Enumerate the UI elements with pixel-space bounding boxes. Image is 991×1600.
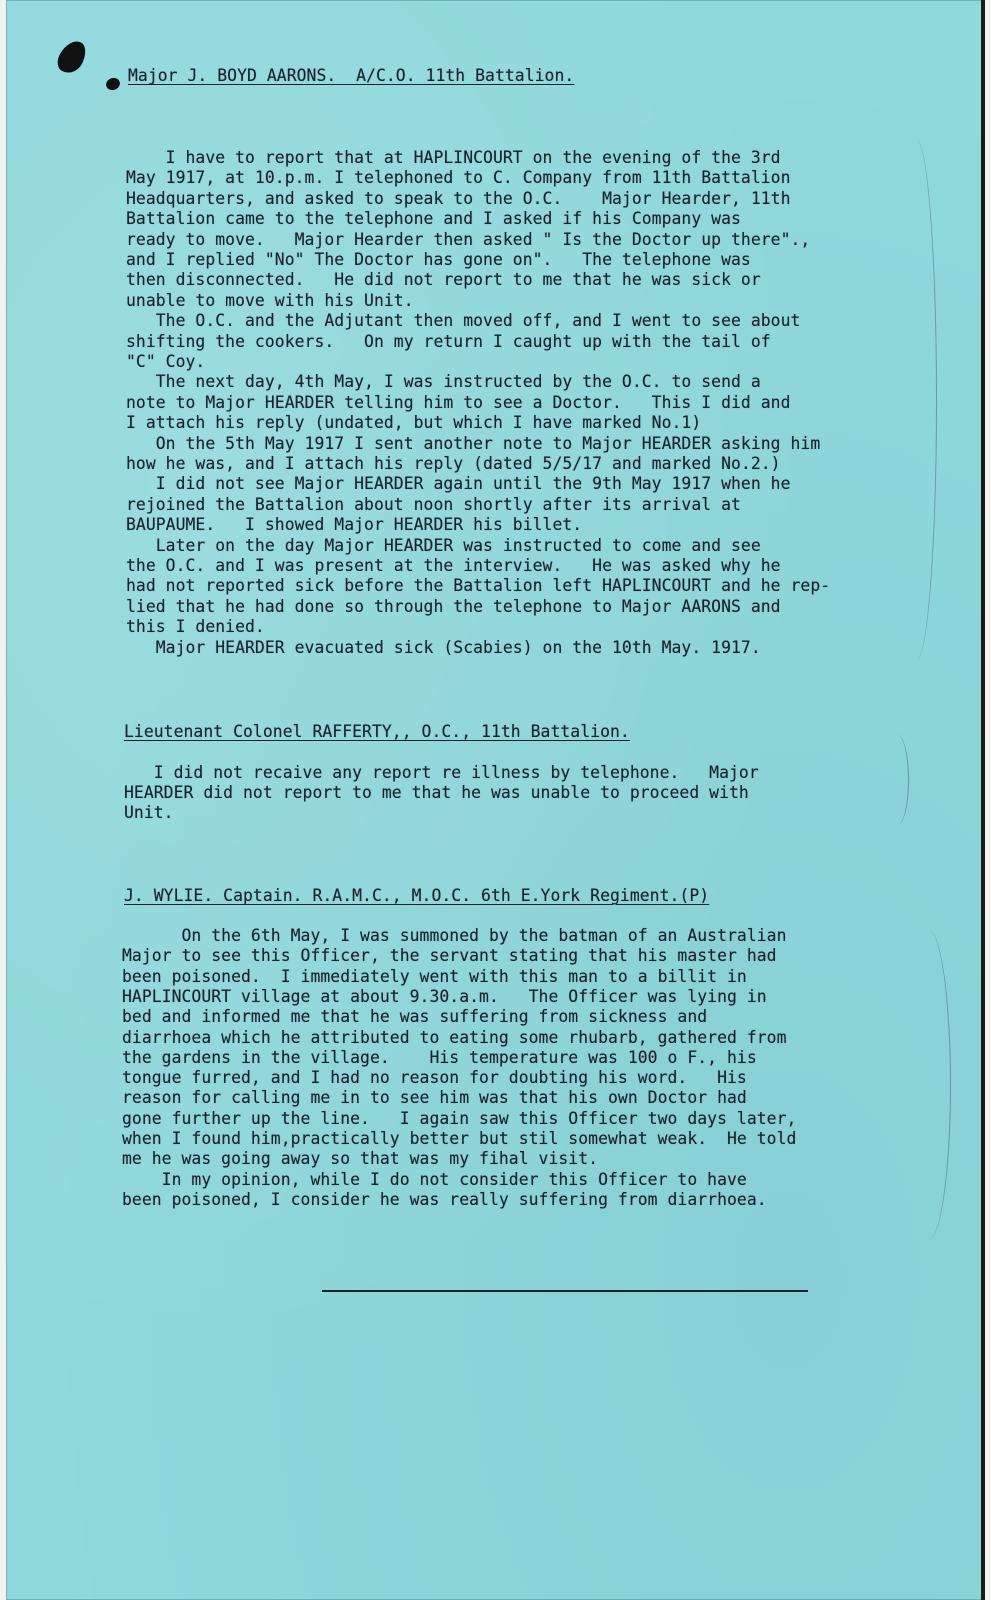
text-line: Later on the day Major HEARDER was instructed to come and see [126,535,761,555]
text-line: how he was, and I attach his reply (dated 5/5/17 and marked No.2.) [126,454,781,473]
pencil-margin-bracket-3 [906,930,951,1240]
text-line: BAUPAUME. I showed Major HEARDER his billet. [126,515,583,535]
text-line: The O.C. and the Adjutant then moved off, and I went to see about [126,311,801,331]
text-line: On the 6th May, I was summoned by the batman of an Australian [122,926,787,945]
text-line: had not reported sick before the Battalion left HAPLINCOURT and he rep- [126,576,831,596]
section3-heading: J. WYLIE. Captain. R.A.M.C., M.O.C. 6th E.York Regiment.(P) [124,886,710,905]
text-line: Major HEARDER evacuated sick (Scabies) on the 10th May. 1917. [126,637,761,657]
text-line: Major to see this Officer, the servant stating that his master had [122,946,777,966]
text-line: then disconnected. He did not report to me that he was sick or [126,270,761,290]
text-line: The next day, 4th May, I was instructed by the O.C. to send a [126,372,761,392]
document-page [6,0,985,1600]
text-line: rejoined the Battalion about noon shortly after its arrival at [126,494,741,514]
section1-heading: Major J. BOYD AARONS. A/C.O. 11th Battalion. [128,66,575,85]
text-line: I did not see Major HEARDER again until the 9th May 1917 when he [126,474,791,494]
text-line: "C" Coy. [126,352,206,371]
text-line: ready to move. Major Hearder then asked " Is the Doctor up there"., [126,229,811,249]
text-line: Unit. [124,803,174,823]
text-line: me he was going away so that was my fihal visit. [122,1149,599,1169]
text-line: HEARDER did not report to me that he was unable to proceed with [124,783,749,803]
text-line: when I found him,practically better but stil somewhat weak. He told [122,1129,797,1148]
text-line: May 1917, at 10.p.m. I telephoned to C. Company from 11th Battalion [126,168,791,188]
text-line: In my opinion, while I do not consider this Officer to have [122,1169,747,1189]
text-line: this I denied. [126,617,265,637]
text-line: On the 5th May 1917 I sent another note to Major HEARDER asking him [126,433,821,453]
pencil-margin-bracket-2 [886,735,909,825]
text-line: been poisoned, I consider he was really suffering from diarrhoea. [122,1189,767,1209]
text-line: bed and informed me that he was suffering from sickness and [122,1007,708,1027]
text-line: diarrhoea which he attributed to eating some rhubarb, gathered from [122,1027,787,1047]
text-line: the O.C. and I was present at the interview. He was asked why he [126,556,781,575]
text-line: the gardens in the village. His temperature was 100 o F., his [122,1047,757,1067]
text-line: unable to move with his Unit. [126,290,414,310]
section2-heading: Lieutenant Colonel RAFFERTY,, O.C., 11th Battalion. [124,722,630,741]
closing-rule [322,1290,808,1292]
text-line: I did not recaive any report re illness by telephone. Major [124,763,759,782]
text-line: Headquarters, and asked to speak to the O.C. Major Hearder, 11th [126,188,791,208]
text-line: and I replied "No" The Doctor has gone on". The telephone was [126,250,751,269]
ink-blot-mark [53,36,90,77]
text-line: tongue furred, and I had no reason for doubting his word. His [122,1068,747,1088]
text-line: reason for calling me in to see him was that his own Doctor had [122,1088,747,1108]
ink-blot-mark-small [104,76,121,92]
text-line: gone further up the line. I again saw this Officer two days later, [122,1108,797,1128]
text-line: lied that he had done so through the telephone to Major AARONS and [126,596,781,616]
text-line: I have to report that at HAPLINCOURT on the evening of the 3rd [126,148,781,167]
scan-edge [981,0,985,1600]
text-line: HAPLINCOURT village at about 9.30.a.m. The Officer was lying in [122,986,767,1006]
text-line: Battalion came to the telephone and I asked if his Company was [126,209,741,229]
text-line: been poisoned. I immediately went with this man to a billit in [122,966,747,986]
text-line: I attach his reply (undated, but which I have marked No.1) [126,413,702,433]
text-line: shifting the cookers. On my return I caught up with the tail of [126,331,771,351]
text-line: note to Major HEARDER telling him to see a Doctor. This I did and [126,392,791,412]
pencil-margin-bracket-1 [896,140,937,660]
